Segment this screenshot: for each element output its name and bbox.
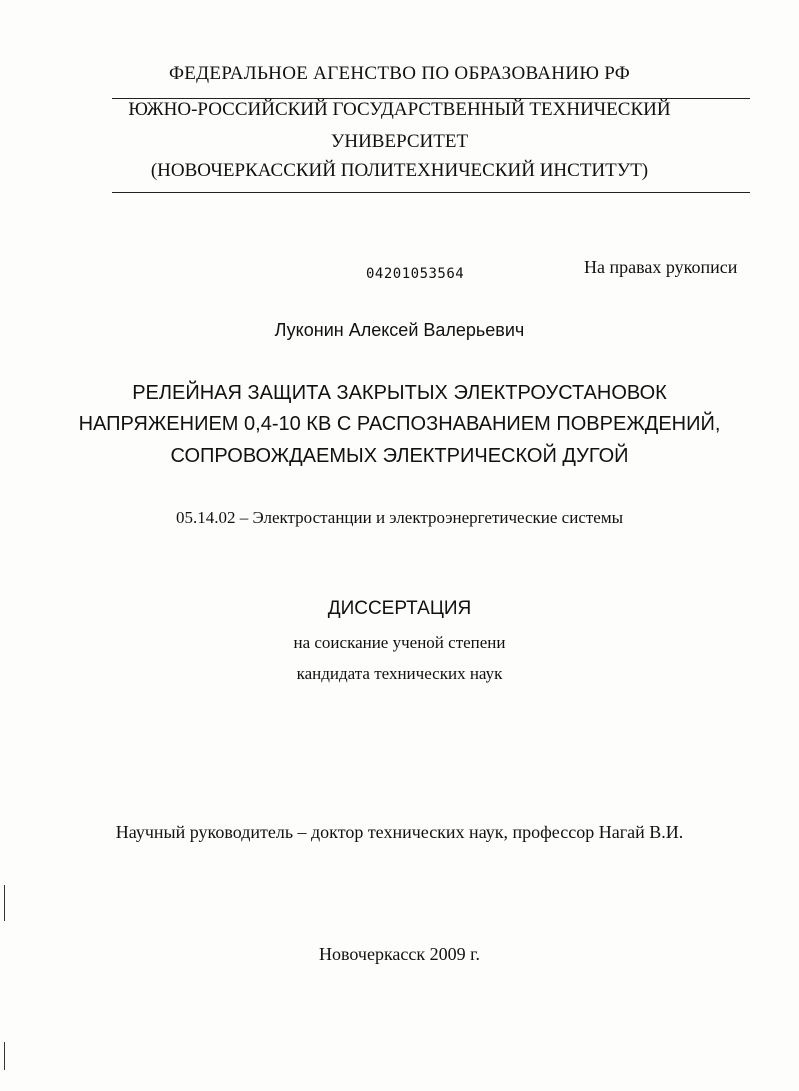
thesis-title-line1: РЕЛЕЙНАЯ ЗАЩИТА ЗАКРЫТЫХ ЭЛЕКТРОУСТАНОВОК [132,382,667,404]
university-name-line1: ЮЖНО-РОССИЙСКИЙ ГОСУДАРСТВЕННЫЙ ТЕХНИЧЕСКИЙ [128,99,671,120]
scan-margin-mark [4,1042,5,1070]
thesis-title-line3: СОПРОВОЖДАЕМЫХ ЭЛЕКТРИЧЕСКОЙ ДУГОЙ [170,445,629,467]
scientific-advisor: Научный руководитель – доктор технических наук, профессор Нагай В.И. [115,822,684,842]
city-year: Новочеркасск 2009 г. [319,944,480,964]
rights-note: На правах рукописи [584,257,738,277]
degree-line1: на соискание ученой степени [293,633,506,652]
header-divider-bottom [112,192,750,193]
degree-line2: кандидата технических наук [296,664,503,683]
specialty: 05.14.02 – Электростанции и электроэнергетические системы [175,508,624,527]
university-name-line2: УНИВЕРСИТЕТ [330,131,469,152]
document-type: ДИССЕРТАЦИЯ [327,598,472,619]
institute-name: (НОВОЧЕРКАССКИЙ ПОЛИТЕХНИЧЕСКИЙ ИНСТИТУТ) [150,160,649,181]
agency-name: ФЕДЕРАЛЬНОЕ АГЕНСТВО ПО ОБРАЗОВАНИЮ РФ [168,63,631,84]
author-name: Луконин Алексей Валерьевич [274,320,525,340]
scan-margin-mark [4,885,5,921]
thesis-title-line2: НАПРЯЖЕНИЕМ 0,4-10 КВ С РАСПОЗНАВАНИЕМ ПОВРЕЖДЕНИЙ, [78,413,721,435]
registry-code: 04201053564 [366,266,465,282]
